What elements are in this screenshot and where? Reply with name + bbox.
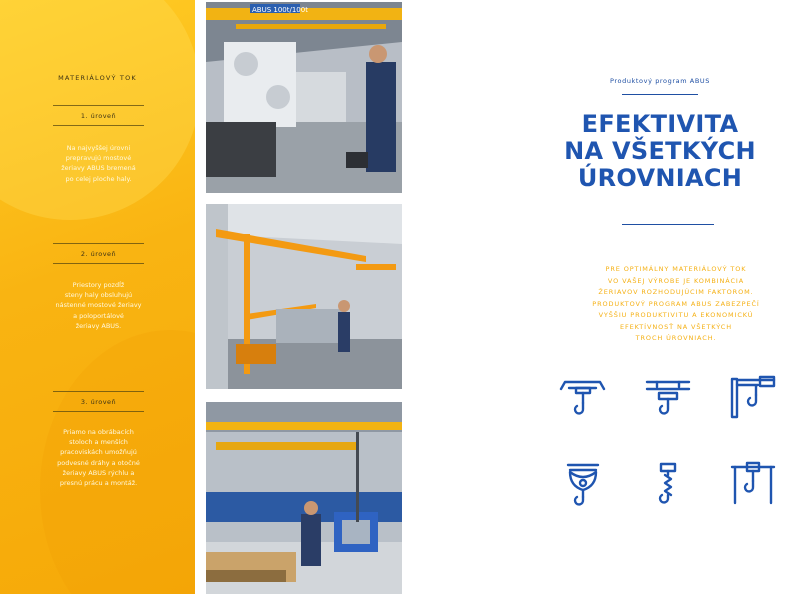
level-2-heading: 2. úroveň bbox=[80, 250, 117, 258]
level-2-block bbox=[53, 243, 144, 330]
divider bbox=[53, 391, 144, 392]
divider bbox=[53, 243, 144, 244]
intro-text: PRE OPTIMÁLNY MATERIÁLOVÝ TOK VO VAŠEJ VÝROBE JE KOMBINÁCIA ŽERIAVOV ROZHODUJÚCIM FAKTOROM. PRODUKTOVÝ PROGRAM ABUS ZABEZPEČÍ VYŠŠIU PRODUKTIVITU A EKONOMICKÚ EFEKTÍVNOSŤ NA VŠETKÝCH TROCH ÚROVNIACH. bbox=[592, 265, 760, 342]
hoist-icon bbox=[558, 461, 608, 507]
underslung-crane-icon bbox=[643, 375, 693, 421]
divider bbox=[622, 224, 714, 225]
wall-slewing-crane-icon bbox=[728, 375, 778, 421]
divider bbox=[53, 411, 144, 412]
overhead-crane-photo bbox=[206, 2, 402, 193]
level-3-text: Priamo na obrábacích stoloch a menších pracoviskách umožňujú podvesné dráhy a otočné žeriavy ABUS rýchlu a presnú prácu a montáž. bbox=[57, 428, 140, 488]
overhead-crane-icon bbox=[558, 375, 608, 421]
material-flow-title: MATERIÁLOVÝ TOK bbox=[58, 74, 137, 82]
divider bbox=[53, 263, 144, 264]
page-title: EFEKTIVITA NA VŠETKÝCH ÚROVNIACH bbox=[564, 110, 756, 192]
divider bbox=[53, 125, 144, 126]
material-flow-panel bbox=[0, 0, 195, 594]
divider bbox=[622, 94, 698, 95]
gantry-crane-icon bbox=[728, 461, 778, 507]
wall-travelling-crane-photo bbox=[206, 204, 402, 389]
product-program-label: Produktový program ABUS bbox=[609, 77, 710, 85]
level-1-text: Na najvyššej úrovni prepravujú mostové žeriavy ABUS bremená po celej ploche haly. bbox=[61, 144, 136, 183]
divider bbox=[53, 105, 144, 106]
chain-hoist-icon bbox=[643, 461, 693, 507]
level-1-heading: 1. úroveň bbox=[80, 112, 117, 120]
crane-label: ABUS 100t/100t bbox=[252, 6, 308, 14]
level-2-text: Priestory pozdĺž steny haly obsluhujú nástenné mostové žeriavy a poloportálové žeriavy ABUS. bbox=[55, 281, 142, 330]
level-3-heading: 3. úroveň bbox=[80, 398, 117, 406]
level-3-block bbox=[53, 391, 144, 488]
level-1-block bbox=[53, 105, 144, 183]
workstation-crane-photo bbox=[206, 402, 402, 594]
